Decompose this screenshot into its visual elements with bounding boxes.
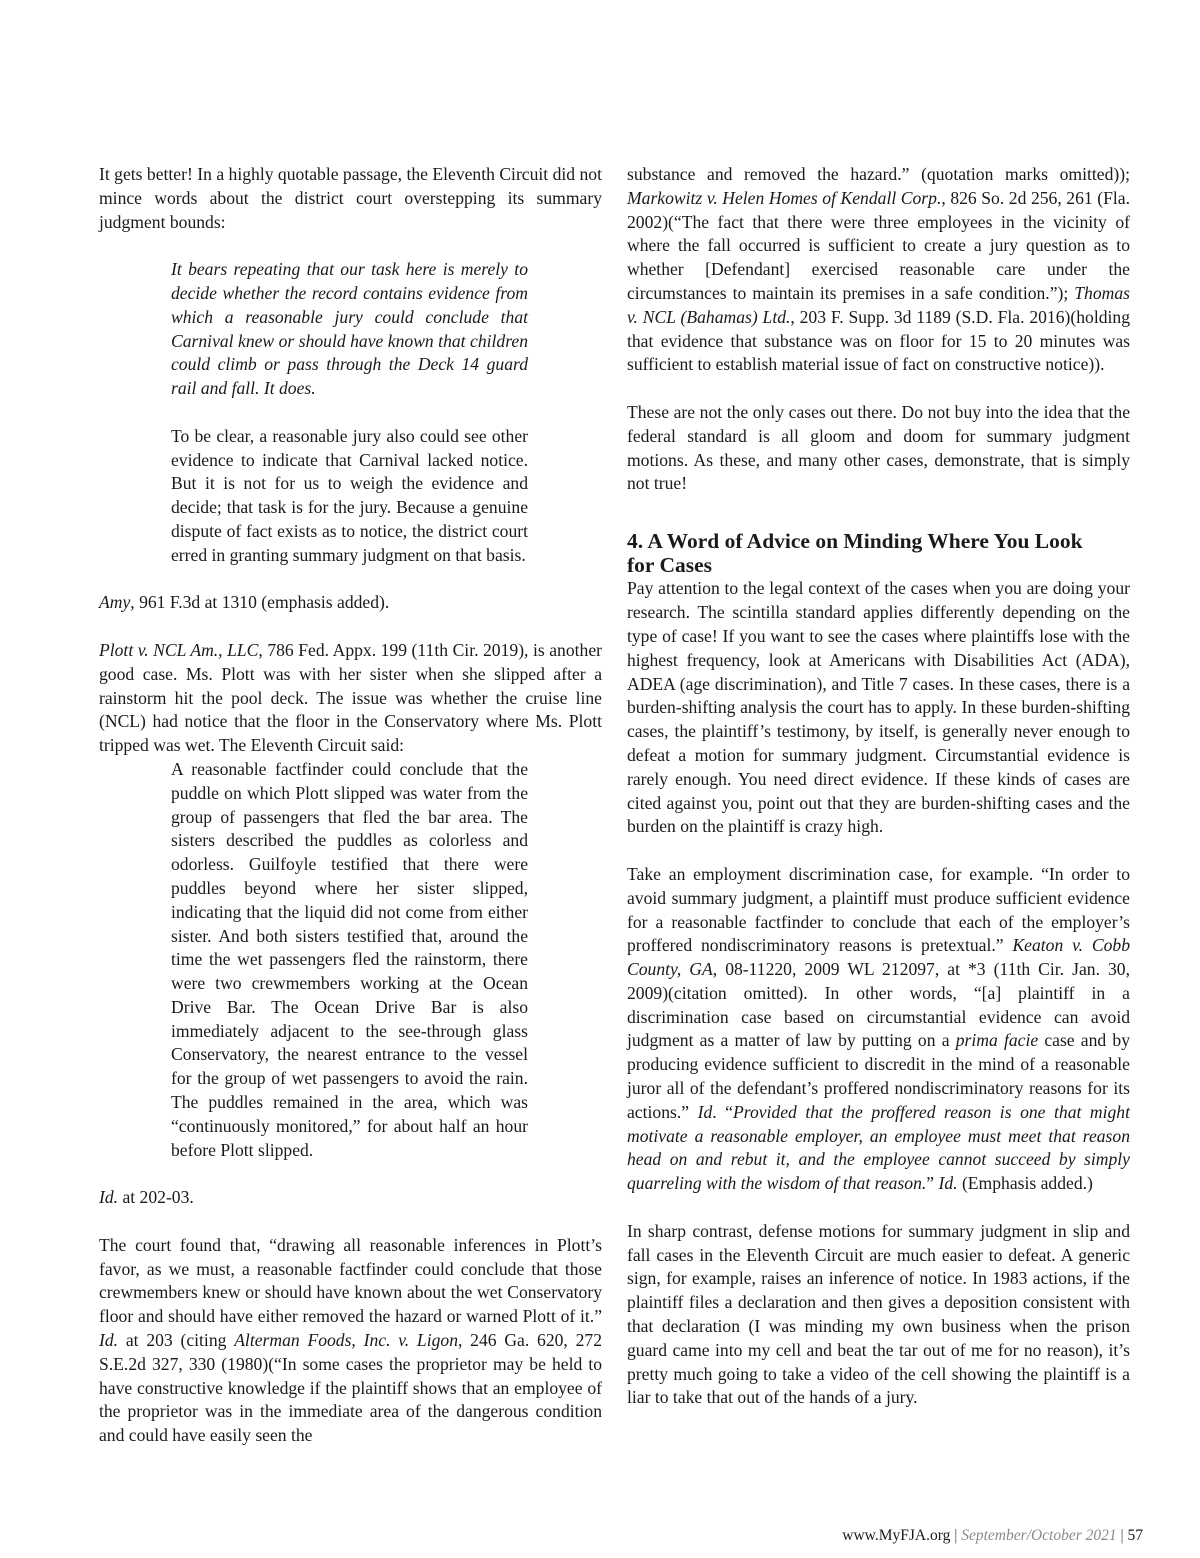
case-name: Thomas v. NCL (Bahamas) Ltd. bbox=[627, 282, 1130, 327]
section-heading: 4. A Word of Advice on Minding Where You Look for Cases bbox=[627, 529, 1083, 577]
case-name: Amy bbox=[99, 592, 131, 613]
citation-plott bbox=[99, 1186, 602, 1210]
right-column bbox=[627, 163, 1130, 1410]
emphasized-quote: Provided that the proffered reason is one that might motivate a reasonable employer, an employee must meet that reason head on and rebut it, and the employee cannot succeed by simply quarreling with the wisdom of that reason. bbox=[627, 1101, 1130, 1194]
case-name: Plott v. NCL Am., LLC, bbox=[99, 639, 263, 660]
page-footer bbox=[842, 1527, 1143, 1545]
paragraph-legal-context: Pay attention to the legal context of the cases when you are doing your research. The scintilla standard applies differently depending on the type of case! If you want to see the cases where plaintiffs lose with the highest frequency, look at Americans with Disabilities Act (ADA), ADEA (age discrimination), and Title 7 cases. In these cases, there is a burden-shifting analysis the court has to apply. In these burden-shifting cases, the plaintiff’s testimony, by itself, is generally never enough to defeat a motion for summary judgment. Circumstantial evidence is rarely enough. You need direct evidence. If these kinds of cases are cited against you, point out that they are burden-shifting cases and the burden on the plaintiff is crazy high. bbox=[627, 578, 1130, 837]
page-number: 57 bbox=[1127, 1527, 1143, 1544]
paragraph-not-only-cases: These are not the only cases out there. Do not buy into the idea that the federal standard is all gloom and doom for summary judgment motions. As these, and many other cases, demonstrate, that is simply not true! bbox=[627, 401, 1130, 494]
id-cite: Id. bbox=[938, 1173, 958, 1194]
paragraph-text: substance and removed the hazard.” (quotation marks omitted)); bbox=[627, 164, 1130, 184]
case-name: Alterman Foods, Inc. v. Ligon bbox=[234, 1330, 458, 1351]
paragraph-text: . “ bbox=[712, 1101, 733, 1122]
paragraph-text: , 08-11220, 2009 WL 212097, at *3 (11th Cir. Jan. 30, 2009)(citation omitted). In other words, “[a] plaintiff in a discrimination case based on circumstantial evidence can avoid judgment as a matter of law by putting on a bbox=[627, 959, 1130, 1051]
footer-separator: | bbox=[954, 1527, 958, 1544]
paragraph-text: , 246 Ga. 620, 272 S.E.2d 327, 330 (1980)(“In some cases the proprietor may be held to have constructive knowledge if the plaintiff shows that an employee of the proprietor was in the immediate area of the dangerous condition and could have easily seen the bbox=[99, 1330, 602, 1446]
block-quote-amy-2: To be clear, a reasonable jury also could see other evidence to indicate that Carnival lacked notice. But it is not for us to weigh the evidence and decide; that task is for the jury. Because a genuine dispute of fact exists as to notice, the district court erred in granting summary judgment on that basis. bbox=[171, 425, 528, 565]
id-cite: Id. bbox=[99, 1330, 119, 1351]
paragraph-text: 786 Fed. Appx. 199 (11th Cir. 2019), is another good case. Ms. Plott was with her sister when she slipped after a rainstorm hit the pool deck. The issue was whether the cruise line (NCL) had notice that the floor in the Conservatory where Ms. Plott tripped was wet. The Eleventh Circuit said: bbox=[99, 639, 603, 756]
case-name: Markowitz v. Helen Homes of Kendall Corp. bbox=[627, 187, 942, 208]
footer-separator: | bbox=[1120, 1527, 1124, 1544]
paragraph-text: The court found that, “drawing all reasonable inferences in Plott’s favor, as we must, a reasonable factfinder could conclude that those crewmembers knew or should have known about the wet Conservatory floor and should have either removed the hazard or warned Plott of it.” bbox=[99, 1234, 602, 1327]
paragraph-continued bbox=[627, 163, 1130, 377]
paragraph-court-found bbox=[99, 1234, 602, 1448]
paragraph-text: at 203 (citing bbox=[118, 1330, 235, 1351]
id-cite: Id. bbox=[99, 1187, 119, 1208]
paragraph-employment bbox=[627, 863, 1130, 1196]
paragraph-text: , 203 F. Supp. 3d 1189 (S.D. Fla. 2016)(holding that evidence that substance was on floor for 15 to 20 minutes was sufficient to establish material issue of fact on constructive notice)). bbox=[627, 306, 1130, 375]
paragraph-text: Take an employment discrimination case, for example. “In order to avoid summary judgment, a plaintiff must produce sufficient evidence for a reasonable factfinder to conclude that each of the employer’s proffered nondiscriminatory reasons is pretextual.” bbox=[627, 863, 1130, 956]
footer-site: www.MyFJA.org bbox=[842, 1527, 951, 1544]
paragraph-plott bbox=[99, 639, 602, 758]
paragraph-sharp-contrast: In sharp contrast, defense motions for summary judgment in slip and fall cases in the Eleventh Circuit are much easier to defeat. A generic sign, for example, raises an inference of notice. In 1983 actions, if the plaintiff files a declaration and then gives a deposition consistent with that declaration (I was minding my own business when the prison guard came into my cell and beat the tar out of me for no reason), it’s pretty much going to take a video of the cell showing the plaintiff is a liar to take that out of the hands of a jury. bbox=[627, 1220, 1130, 1408]
footer-issue: September/October 2021 bbox=[961, 1527, 1117, 1544]
paragraph-text: , 826 So. 2d 256, 261 (Fla. 2002)(“The fact that there were three employees in the vicinity of where the fall occurred is sufficient to create a jury question as to whether [Defendant] exercised reasonable care under the circumstances to maintain its premises in a safe condition.”); bbox=[627, 187, 1130, 303]
latin-term: prima facie bbox=[955, 1030, 1039, 1051]
citation-text: at 202-03. bbox=[118, 1187, 194, 1208]
left-column bbox=[99, 163, 602, 1448]
paragraph-text: (Emphasis added.) bbox=[957, 1173, 1093, 1194]
citation-amy bbox=[99, 591, 602, 615]
paragraph-text: case and by producing evidence sufficient to discredit in the mind of a reasonable juror all of the defendant’s proffered nondiscriminatory reasons for its actions.” bbox=[627, 1030, 1130, 1122]
block-quote-plott: A reasonable factfinder could conclude that the puddle on which Plott slipped was water from the group of passengers that fled the bar area. The sisters described the puddles as colorless and odorless. Guilfoyle testified that there were puddles beyond where her sister slipped, indicating that the liquid did not come from either sister. And both sisters testified that, around the time the wet passengers fled the rainstorm, there were two crewmembers working at the Ocean Drive Bar. The Ocean Drive Bar is also immediately adjacent to the see-through glass Conservatory, the nearest entrance to the vessel for the group of wet passengers to avoid the rain. The puddles remained in the area, which was “continuously monitored,” for about half an hour before Plott slipped. bbox=[171, 758, 528, 1160]
citation-text: , 961 F.3d at 1310 (emphasis added). bbox=[130, 592, 390, 613]
paragraph-text: ” bbox=[926, 1173, 939, 1194]
case-name: Keaton v. Cobb County, GA bbox=[627, 935, 1130, 980]
block-quote-amy-1: It bears repeating that our task here is merely to decide whether the record contains evidence from which a reasonable jury could conclude that Carnival knew or should have known that children could climb or pass through the Deck 14 guard rail and fall. It does. bbox=[171, 259, 528, 399]
id-cite: Id bbox=[697, 1101, 713, 1122]
paragraph-intro: It gets better! In a highly quotable passage, the Eleventh Circuit did not mince words about the district court overstepping its summary judgment bounds: bbox=[99, 164, 602, 232]
